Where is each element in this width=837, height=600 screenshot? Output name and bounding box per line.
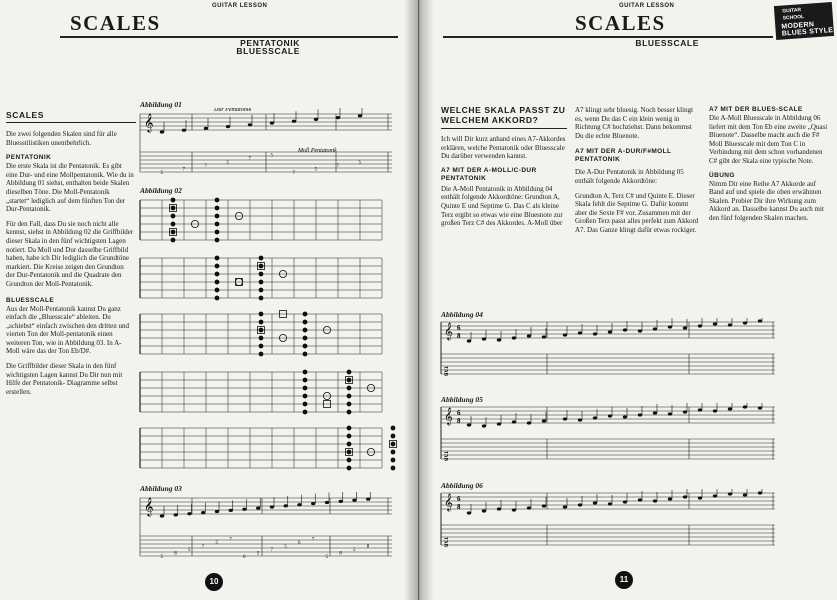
- note-head: [698, 324, 702, 327]
- fret-dot: [391, 426, 396, 431]
- fret-dot: [259, 312, 264, 317]
- tab-fret-number: 7: [182, 167, 185, 173]
- fret-dot: [215, 296, 220, 301]
- fret-dot: [215, 272, 220, 277]
- note-head: [758, 491, 762, 494]
- note-head: [578, 503, 582, 506]
- figure-04-notation: [439, 318, 779, 388]
- fret-dot: [215, 264, 220, 269]
- fret-dot: [303, 370, 308, 375]
- fret-dot: [391, 458, 396, 463]
- logo-line-3: MODERN BLUES STYLE: [781, 21, 834, 38]
- tab-fret-number: 7: [336, 164, 339, 169]
- note-head: [578, 418, 582, 421]
- tab-fret-number: 7: [292, 171, 295, 176]
- fret-dot: [215, 288, 220, 293]
- note-head: [467, 339, 471, 342]
- fret-dot: [347, 370, 352, 375]
- treble-clef-icon: 𝄞: [444, 495, 453, 511]
- fret-dot: [303, 320, 308, 325]
- tab-fret-number: 7: [270, 548, 273, 553]
- right-column-3: [709, 106, 829, 223]
- note-head: [608, 502, 612, 505]
- fret-dot: [215, 214, 220, 219]
- note-head: [358, 114, 362, 117]
- note-head: [638, 329, 642, 332]
- note-head: [482, 509, 486, 512]
- bluesscale-para-2: Die Griffbilder dieser Skala in den fünf wichtigsten Lagen kannst Du Dir nun mit Hilfe der Pentatonik- Diagramme selbst erstellen.: [6, 362, 123, 396]
- fret-dot: [215, 206, 220, 211]
- note-head: [292, 120, 296, 123]
- c3-para-2: Nimm Dir eine Reihe A7 Akkorde auf Band auf und spiele die oben erwähnten Skalen. Probier Dir ihre Wirkung zum Akkord an. Dasselbe kannst Du auch mit den fünf folgenden Skalen machen.: [709, 179, 824, 222]
- note-head: [743, 321, 747, 324]
- note-head: [512, 508, 516, 511]
- time-signature: 8: [457, 417, 461, 425]
- fret-dot: [347, 450, 352, 455]
- note-head: [284, 504, 288, 507]
- time-signature: 6: [457, 324, 461, 332]
- fretboard-diagram: [140, 256, 382, 301]
- fret-dot: [303, 386, 308, 391]
- fret-dot: [259, 288, 264, 293]
- note-head: [743, 493, 747, 496]
- fret-dot: [215, 230, 220, 235]
- note-head: [668, 325, 672, 328]
- note-head: [713, 322, 717, 325]
- time-signature: 8: [457, 503, 461, 511]
- column-rule: [6, 122, 136, 123]
- time-signature: 6: [457, 409, 461, 417]
- fret-dot: [303, 352, 308, 357]
- tab-clef: TAB: [442, 366, 448, 376]
- fret-dot: [259, 264, 264, 269]
- fret-dot: [259, 256, 264, 261]
- fret-dot: [259, 344, 264, 349]
- fret-dot: [303, 336, 308, 341]
- note-head: [593, 332, 597, 335]
- bluesscale-para-1: Aus der Moll-Pentatonik kannst Du ganz einfach die „Bluesscale“ ableiten. Du „schiebst“ einfach zwischen den dritten und vierten Ton der Moll-pentatonik einen weiteren Ton, wie in Abbildung 03. In A-Moll wäre das der Ton Eb/D#.: [6, 304, 130, 356]
- note-head: [713, 494, 717, 497]
- tab-fret-number: 8: [366, 544, 370, 550]
- fret-dot: [347, 378, 352, 383]
- subtitle-bluesscale: BLUESSCALE: [635, 38, 699, 48]
- right-page: [419, 0, 837, 600]
- tab-fret-number: 6: [298, 541, 301, 546]
- right-column-1: [441, 105, 567, 228]
- page-number-left: 10: [205, 573, 223, 591]
- note-head: [182, 129, 186, 132]
- note-head: [668, 497, 672, 500]
- note-head: [653, 411, 657, 414]
- figure-03-notation: [138, 492, 396, 564]
- fret-dot: [171, 222, 176, 227]
- tab-fret-number: 5: [358, 160, 361, 166]
- fret-dot: [303, 328, 308, 333]
- tab-clef: TAB: [442, 537, 448, 547]
- time-signature: 8: [457, 332, 461, 340]
- column-heading: SCALES: [6, 110, 45, 120]
- note-head: [248, 123, 252, 126]
- tab-fret-number: 7: [248, 157, 251, 162]
- note-head: [713, 409, 717, 412]
- intro-text: Die zwei folgenden Skalen sind für alle Bluesstilistiken unentbehrlich.: [6, 130, 117, 147]
- fret-dot: [303, 344, 308, 349]
- pentatonik-heading: PENTATONIK: [6, 154, 52, 162]
- note-head: [242, 508, 246, 511]
- c2-para-3: Grundton A, Terz C# und Quinte E. Dieser Skala fehlt die Septime G. Dafür kommt aber die Sexte F# vor. Zusammen mit der Großen Terz passt alles perfekt zum Akkord A7. Das Ganze klingt dafür etwas rockiger.: [575, 191, 699, 234]
- fret-dot: [347, 394, 352, 399]
- note-head: [563, 333, 567, 336]
- tab-fret-number: 5: [215, 541, 218, 546]
- note-head: [160, 130, 164, 133]
- note-head: [728, 323, 732, 326]
- column-heading: WELCHE SKALA PASST ZU WELCHEM AKKORD?: [441, 105, 566, 125]
- tab-clef: TAB: [442, 451, 448, 461]
- fret-dot: [215, 238, 220, 243]
- figure-06-label: Abbildung 06: [441, 481, 483, 490]
- note-head: [226, 125, 230, 128]
- tab-fret-number: 8: [339, 551, 342, 557]
- logo-line-2: SCHOOL: [782, 13, 805, 22]
- page-number-right: 11: [615, 571, 633, 589]
- subtitle-bluesscale: BLUESSCALE: [236, 46, 300, 56]
- dur-pentatonik-annotation: Dur Pentatonik: [214, 108, 252, 113]
- fret-dot: [347, 466, 352, 471]
- header-tag: GUITAR LESSON: [619, 3, 675, 9]
- tab-fret-number: 5: [270, 153, 273, 159]
- note-head: [683, 326, 687, 329]
- note-head: [638, 413, 642, 416]
- tab-fret-number: 5: [188, 548, 191, 553]
- fret-dot: [171, 206, 176, 211]
- figure-06-notation: [439, 489, 779, 559]
- c2-para-1: A7 klingt sehr bluesig. Noch besser klingt es, wenn Du das C ein klein wenig in Richtung C# hochziehst. Dann bekommst Du die echte Bluenote.: [575, 106, 694, 140]
- note-head: [270, 505, 274, 508]
- note-head: [608, 330, 612, 333]
- note-head: [482, 337, 486, 340]
- note-head: [623, 500, 627, 503]
- note-head: [527, 506, 531, 509]
- note-head: [339, 500, 343, 503]
- fret-dot: [347, 402, 352, 407]
- fret-dot: [347, 410, 352, 415]
- tab-fret-number: 7: [204, 164, 207, 169]
- fret-dot: [259, 352, 264, 357]
- left-text-column: [6, 130, 134, 396]
- c1-para-2: Die A-Moll Pentatonik in Abbildung 04 enthält folgende Akkordtöne: Grundton A, Quinte E und Septime G. Das C als kleine Terz ergibt so etwas wie eine Bluesnote zur großen Terz C# des Akkordes. A-Moll über: [441, 184, 563, 228]
- c2-para-2: Die A-Dur Pentatonik in Abbildung 05 enthält folgende Akkordtöne:: [575, 168, 684, 185]
- tab-fret-number: 7: [229, 537, 232, 543]
- c3-heading-uebung: ÜBUNG: [709, 171, 735, 179]
- tab-fret-number: 5: [325, 555, 328, 560]
- figure-01-label: Abbildung 01: [140, 100, 182, 109]
- fret-dot: [347, 386, 352, 391]
- note-head: [728, 492, 732, 495]
- page-title: SCALES: [70, 11, 161, 35]
- tab-fret-number: 5: [284, 544, 287, 550]
- fret-dot: [259, 328, 264, 333]
- note-head: [160, 514, 164, 517]
- note-head: [593, 501, 597, 504]
- fret-dot: [259, 296, 264, 301]
- note-head: [527, 334, 531, 337]
- note-head: [542, 335, 546, 338]
- fret-dot: [259, 272, 264, 277]
- note-head: [698, 496, 702, 499]
- note-head: [683, 410, 687, 413]
- fret-dot: [391, 442, 396, 447]
- c1-para-1: Ich will Dir kurz anhand eines A7-Akkordes erklären, welche Pentatonik oder Bluesscale Du darüber verwenden kannst.: [441, 135, 566, 161]
- tab-fret-number: 7: [311, 537, 315, 543]
- note-head: [482, 424, 486, 427]
- time-signature: 6: [457, 495, 461, 503]
- note-head: [698, 408, 702, 411]
- note-head: [623, 415, 627, 418]
- tab-fret-number: 5: [256, 551, 260, 557]
- fret-dot: [391, 450, 396, 455]
- note-head: [352, 499, 356, 502]
- treble-clef-icon: 𝄞: [144, 115, 154, 132]
- note-head: [542, 504, 546, 507]
- note-head: [758, 319, 762, 322]
- pentatonik-para-1: Die erste Skala ist die Pentatonik. Es gibt eine Dur- und eine Mollpentatonik. Wie du in Abbildung 01 siehst, enthalten beide Skalen dieselben Töne. Die Moll-Pentatonik „startet“ lediglich auf dem fünften Ton der Dur-Pentatonik.: [6, 162, 134, 214]
- c3-heading: A7 MIT DER BLUES-SCALE: [709, 106, 803, 113]
- note-head: [608, 414, 612, 417]
- fretboard-diagram: [140, 426, 398, 471]
- fret-dot: [171, 214, 176, 219]
- note-head: [512, 420, 516, 423]
- fret-dot: [347, 442, 352, 447]
- fret-dot: [303, 402, 308, 407]
- fret-dot: [215, 222, 220, 227]
- bluesscale-heading: BLUESSCALE: [6, 296, 55, 304]
- note-head: [366, 498, 370, 501]
- fret-dot: [391, 434, 396, 439]
- note-head: [336, 116, 340, 119]
- note-head: [653, 327, 657, 330]
- figure-01-notation: [138, 108, 396, 180]
- fret-dot: [303, 312, 308, 317]
- tab-fret-number: 5: [353, 548, 356, 553]
- note-head: [174, 513, 178, 516]
- note-head: [314, 118, 318, 121]
- tab-fret-number: 8: [174, 551, 177, 557]
- note-head: [638, 498, 642, 501]
- note-head: [201, 511, 205, 514]
- note-head: [593, 416, 597, 419]
- note-head: [204, 127, 208, 130]
- note-head: [311, 502, 315, 505]
- fret-dot: [171, 230, 176, 235]
- figure-02-fretboards: [138, 196, 398, 476]
- note-head: [512, 336, 516, 339]
- note-head: [578, 331, 582, 334]
- fret-dot: [303, 410, 308, 415]
- fret-dot: [347, 434, 352, 439]
- header-tag: GUITAR LESSON: [212, 3, 268, 9]
- note-head: [497, 507, 501, 510]
- note-head: [683, 495, 687, 498]
- treble-clef-icon: 𝄞: [444, 324, 453, 340]
- fret-dot: [259, 280, 264, 285]
- tab-fret-number: 6: [243, 555, 246, 560]
- note-head: [623, 328, 627, 331]
- treble-clef-icon: 𝄞: [444, 409, 453, 425]
- tab-fret-number: 5: [160, 555, 163, 560]
- logo-line-1: GUITAR: [782, 7, 802, 15]
- fret-dot: [215, 280, 220, 285]
- tab-fret-number: 5: [226, 160, 229, 166]
- note-head: [497, 338, 501, 341]
- fret-dot: [347, 426, 352, 431]
- note-head: [229, 509, 233, 512]
- figure-04-label: Abbildung 04: [441, 310, 483, 319]
- note-head: [653, 499, 657, 502]
- tab-fret-number: 7: [201, 544, 205, 550]
- note-head: [527, 421, 531, 424]
- column-rule: [441, 128, 567, 129]
- fret-dot: [303, 378, 308, 383]
- subtitle-pentatonik: PENTATONIK: [240, 38, 300, 48]
- fretboard-diagram: [140, 370, 382, 415]
- note-head: [467, 423, 471, 426]
- note-head: [542, 419, 546, 422]
- left-page: [0, 0, 418, 600]
- treble-clef-icon: 𝄞: [144, 499, 154, 516]
- note-head: [215, 510, 219, 513]
- fret-dot: [215, 198, 220, 203]
- note-head: [467, 511, 471, 514]
- figure-03-label: Abbildung 03: [140, 484, 182, 493]
- note-head: [497, 422, 501, 425]
- right-column-2: [575, 106, 701, 235]
- fret-dot: [303, 394, 308, 399]
- fret-dot: [171, 238, 176, 243]
- fret-dot: [259, 336, 264, 341]
- fret-dot: [171, 198, 176, 203]
- note-head: [270, 121, 274, 124]
- pentatonik-para-2: Für den Fall, dass Du sie noch nicht alle kennst, siehst in Abbildung 02 die Griffbilder dieser Skala in den fünf wichtigsten Lagen notiert. Da Moll und Dur dasselbe Griffbild haben, habe ich Dir lediglich die Grundtöne markiert. Die Kreise zeigen den Grundton der Dur-Pentatonik und die Quadrate den Grundton der Moll-Pentatonik.: [6, 219, 134, 288]
- figure-02-label: Abbildung 02: [140, 186, 182, 195]
- note-head: [187, 512, 191, 515]
- tab-fret-number: 5: [314, 167, 317, 173]
- note-head: [563, 505, 567, 508]
- fretboard-diagram: [140, 311, 382, 357]
- fret-dot: [391, 466, 396, 471]
- note-head: [563, 417, 567, 420]
- fretboard-diagram: [140, 198, 382, 243]
- note-head: [325, 501, 329, 504]
- note-head: [256, 507, 260, 510]
- figure-05-notation: [439, 403, 779, 473]
- note-head: [743, 405, 747, 408]
- c3-para-1: Die A-Moll Bluesscale in Abbildung 06 liefert mit dem Ton Eb eine zweite „Quasi Bluenote“. Dasselbe macht auch die F# Moll Bluesscale mit dem Ton C in Verbindung mit dem schon vorhandenen C# gibt der Skala eine typische Note.: [709, 114, 828, 165]
- note-head: [297, 503, 301, 506]
- figure-05-label: Abbildung 05: [441, 395, 483, 404]
- c1-heading: A7 MIT DER A-MOLL/C-DUR PENTATONIK: [441, 166, 537, 182]
- fret-dot: [215, 256, 220, 261]
- modern-blues-style-logo: [774, 2, 834, 40]
- tab-fret-number: 5: [160, 171, 163, 176]
- fret-dot: [347, 458, 352, 463]
- page-title: SCALES: [575, 11, 666, 35]
- note-head: [728, 407, 732, 410]
- note-head: [758, 406, 762, 409]
- moll-pentatonik-annotation: Moll Pentatonik: [298, 148, 337, 154]
- c2-heading: A7 MIT DER A-DUR/F#MOLL PENTATONIK: [575, 148, 672, 164]
- fret-dot: [259, 320, 264, 325]
- note-head: [668, 412, 672, 415]
